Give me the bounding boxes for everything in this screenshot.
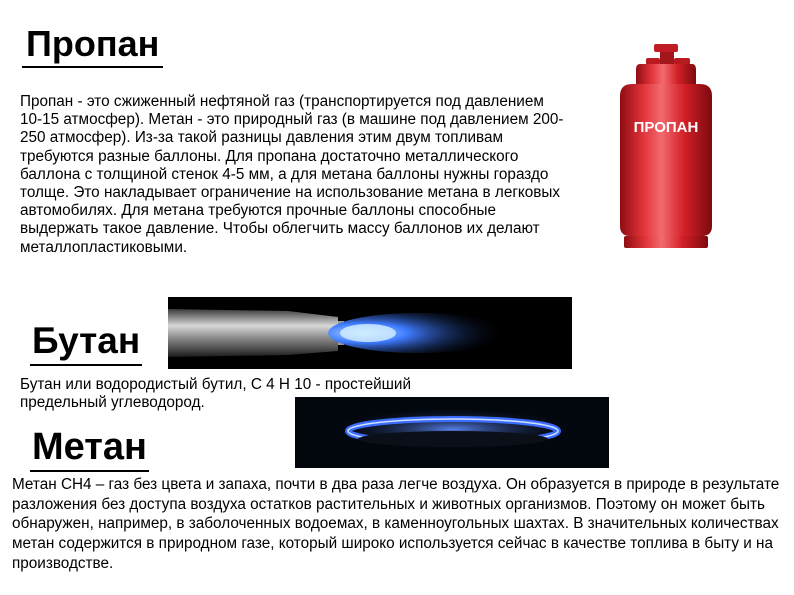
metan-heading: Метан (30, 424, 149, 472)
propan-heading: Пропан (22, 22, 163, 68)
metan-paragraph: Метан СН4 – газ без цвета и запаха, почти в два раза легче воздуха. Он образуется в природе в результате разложения без доступа воздуха остатков растительных и животных организмов. Поэтому он может быть обнаружен, например, в заболоченных водоемах, в каменноугольных шахтах. В значительных количествах метан содержится в природном газе, который широко используется сейчас в качестве топлива в быту и на производстве. (12, 476, 780, 572)
butan-paragraph: Бутан или водородистый бутил, С 4 Н 10 - простейший предельный углеводород. (20, 376, 412, 412)
cylinder-label: ПРОПАН (633, 119, 699, 136)
gas-burner-flame-image (295, 397, 609, 468)
butan-heading: Бутан (30, 318, 142, 366)
propane-cylinder-image (610, 40, 722, 252)
propan-paragraph: Пропан - это сжиженный нефтяной газ (транспортируется под давлением 10-15 атмосфер). Метан - это природный газ (в машине под давлением 200-250 атмосфер). Из-за такой разницы давления этим двум топливам требуются разные баллоны. Для пропана достаточно металлического баллона с толщиной стенок 4-5 мм, а для метана баллоны нужны гораздо толще. Это накладывает ограничение на использование метана в легковых автомобилях. Для метана требуются прочные баллоны способные выдержать такое давление. Чтобы облегчить массу баллонов их делают металлопластиковыми. (20, 93, 564, 256)
torch-flame-image (168, 297, 572, 369)
